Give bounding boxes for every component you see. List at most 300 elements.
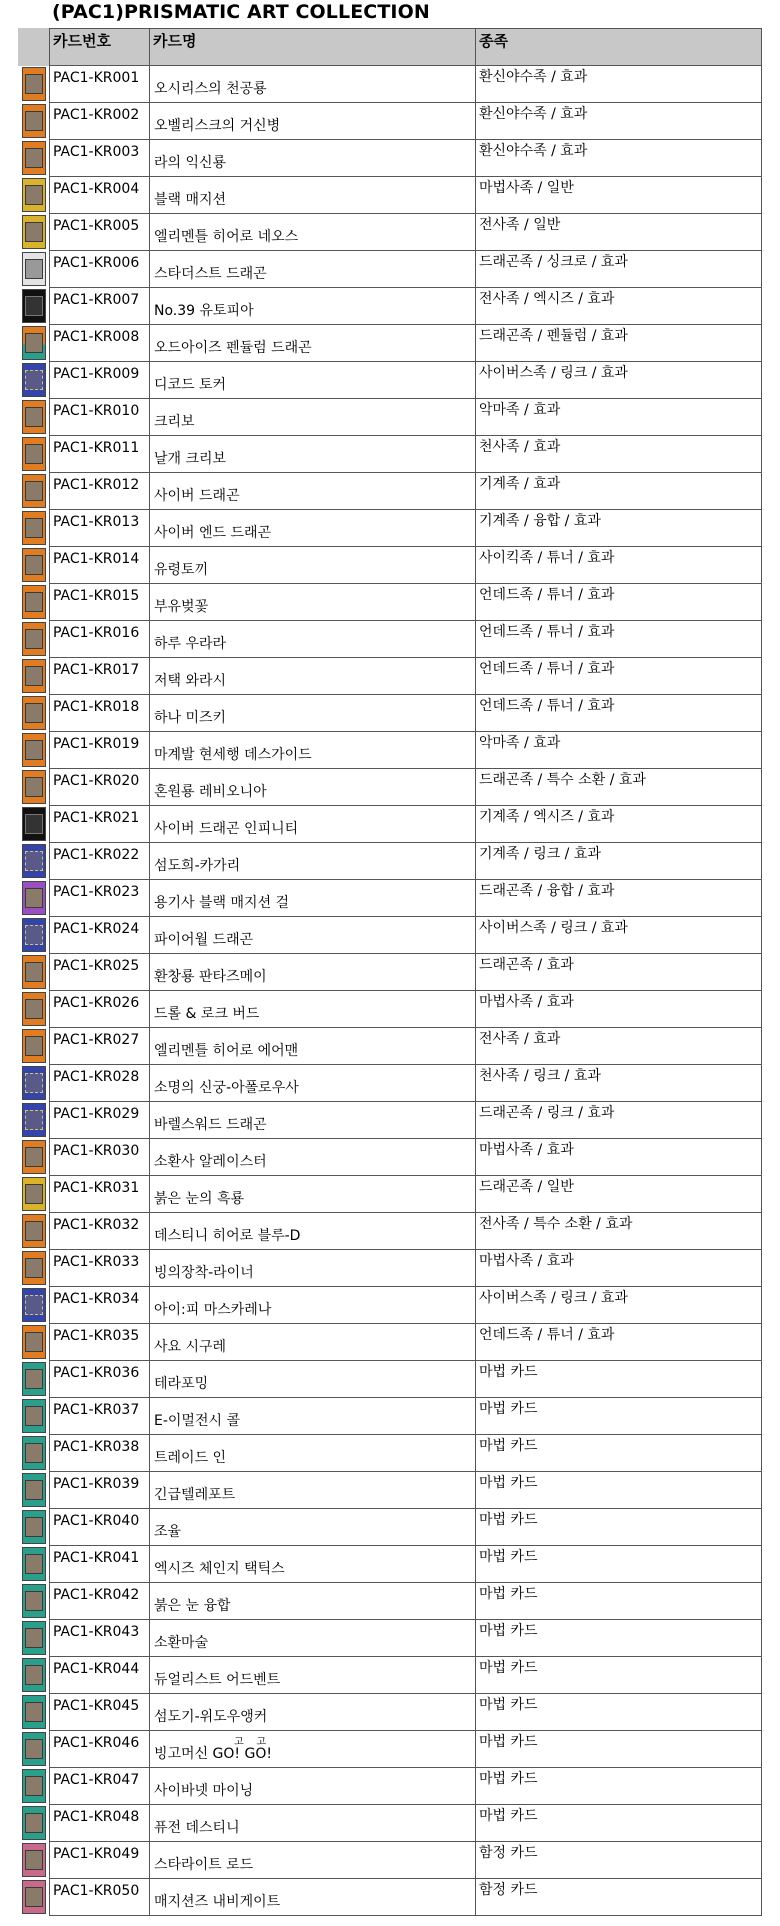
- card-art-icon: [25, 1406, 43, 1426]
- card-art-icon: [25, 111, 43, 131]
- card-name-wrap: [154, 1561, 285, 1577]
- card-type: 기계족 / 융합 / 효과: [476, 510, 762, 547]
- card-art-icon: [25, 148, 43, 168]
- card-type: 기계족 / 엑시즈 / 효과: [476, 806, 762, 843]
- card-number: PAC1-KR012: [49, 473, 150, 510]
- table-row: [18, 991, 762, 1028]
- card-type: 마법사족 / 일반: [476, 177, 762, 214]
- card-name: 트레이드 인: [154, 1450, 227, 1466]
- table-row: [18, 1139, 762, 1176]
- card-name-cell: [150, 1176, 476, 1213]
- table-row: [18, 1065, 762, 1102]
- card-number: PAC1-KR029: [49, 1102, 150, 1139]
- card-name-cell: [150, 1842, 476, 1879]
- card-frame-icon: [22, 1251, 46, 1285]
- table-row: [18, 325, 762, 362]
- card-frame-icon: [22, 1658, 46, 1692]
- card-frame-icon: [22, 881, 46, 915]
- card-name-wrap: [154, 1450, 226, 1466]
- card-art-icon: [25, 1591, 43, 1611]
- table-row: [18, 1657, 762, 1694]
- card-name-cell: [150, 103, 476, 140]
- card-frame-icon: [22, 1547, 46, 1581]
- card-number: PAC1-KR002: [49, 103, 150, 140]
- card-type: 마법사족 / 효과: [476, 1250, 762, 1287]
- card-frame-cell: [18, 1324, 49, 1361]
- card-number: PAC1-KR015: [49, 584, 150, 621]
- card-name-cell: [150, 880, 476, 917]
- card-name-wrap: [154, 488, 240, 504]
- card-frame-cell: [18, 584, 49, 621]
- card-frame-icon: [22, 1029, 46, 1063]
- table-row: [18, 1805, 762, 1842]
- card-art-icon: [25, 1887, 43, 1907]
- card-frame-cell: [18, 547, 49, 584]
- card-type: 사이버스족 / 링크 / 효과: [476, 1287, 762, 1324]
- table-row: [18, 103, 762, 140]
- table-row: [18, 177, 762, 214]
- card-table: [18, 28, 762, 1916]
- card-type: 악마족 / 효과: [476, 732, 762, 769]
- card-name-wrap: [154, 118, 280, 134]
- card-name-wrap: [154, 377, 226, 393]
- card-name-wrap: [154, 1709, 267, 1725]
- card-name: 엘리멘틀 히어로 에어맨: [154, 1043, 299, 1059]
- card-frame-icon: [22, 1510, 46, 1544]
- card-frame-icon: [22, 67, 46, 101]
- card-art-icon: [25, 296, 43, 316]
- table-row: [18, 1287, 762, 1324]
- card-name-wrap: [154, 303, 254, 319]
- card-frame-cell: [18, 399, 49, 436]
- card-art-icon: [25, 1443, 43, 1463]
- card-frame-cell: [18, 1879, 49, 1916]
- card-type: 전사족 / 엑시즈 / 효과: [476, 288, 762, 325]
- card-name: 소환사 알레이스터: [154, 1154, 267, 1170]
- card-art-icon: [25, 1850, 43, 1870]
- card-name: 유령토끼: [154, 562, 209, 578]
- card-frame-cell: [18, 843, 49, 880]
- table-row: [18, 1731, 762, 1768]
- card-type: 기계족 / 링크 / 효과: [476, 843, 762, 880]
- card-name-cell: [150, 140, 476, 177]
- table-row: [18, 1398, 762, 1435]
- card-name-wrap: [154, 1376, 208, 1392]
- table-row: [18, 1583, 762, 1620]
- card-type: 마법 카드: [476, 1509, 762, 1546]
- table-row: [18, 658, 762, 695]
- card-frame-cell: [18, 1768, 49, 1805]
- card-name-cell: [150, 473, 476, 510]
- card-name-cell: [150, 917, 476, 954]
- table-row: [18, 732, 762, 769]
- table-row: [18, 1842, 762, 1879]
- card-art-icon: [25, 518, 43, 538]
- card-frame-cell: [18, 991, 49, 1028]
- card-frame-cell: [18, 806, 49, 843]
- table-row: [18, 1472, 762, 1509]
- card-name-wrap: [154, 1191, 244, 1207]
- card-name-wrap: [154, 1228, 300, 1244]
- card-frame-icon: [22, 1103, 46, 1137]
- card-frame-cell: [18, 1102, 49, 1139]
- card-frame-cell: [18, 325, 49, 362]
- card-number: PAC1-KR019: [49, 732, 150, 769]
- card-number: PAC1-KR014: [49, 547, 150, 584]
- card-name: 디코드 토커: [154, 377, 227, 393]
- card-number: PAC1-KR023: [49, 880, 150, 917]
- card-name-cell: [150, 584, 476, 621]
- table-row: [18, 436, 762, 473]
- card-frame-cell: [18, 362, 49, 399]
- card-type: 사이버스족 / 링크 / 효과: [476, 362, 762, 399]
- card-frame-cell: [18, 1620, 49, 1657]
- card-name-wrap: [154, 81, 267, 97]
- card-name: 사이버 드래곤 인피니티: [154, 821, 299, 837]
- card-name: 매지션즈 내비게이트: [154, 1894, 281, 1910]
- card-name: 용기사 블랙 매지션 걸: [154, 895, 290, 911]
- card-name-cell: [150, 1213, 476, 1250]
- table-row: [18, 954, 762, 991]
- card-frame-cell: [18, 1546, 49, 1583]
- card-number: PAC1-KR048: [49, 1805, 150, 1842]
- card-number: PAC1-KR020: [49, 769, 150, 806]
- card-type: 기계족 / 효과: [476, 473, 762, 510]
- card-name: 테라포밍: [154, 1376, 209, 1392]
- card-number: PAC1-KR008: [49, 325, 150, 362]
- card-frame-icon: [22, 1843, 46, 1877]
- card-type: 사이킥족 / 튜너 / 효과: [476, 547, 762, 584]
- card-name-wrap: [154, 599, 208, 615]
- card-number: PAC1-KR030: [49, 1139, 150, 1176]
- card-type: 마법 카드: [476, 1657, 762, 1694]
- card-art-icon: [25, 444, 43, 464]
- card-name-wrap: [154, 932, 253, 948]
- card-type: 마법 카드: [476, 1361, 762, 1398]
- card-name-cell: [150, 1435, 476, 1472]
- card-number: PAC1-KR043: [49, 1620, 150, 1657]
- card-frame-icon: [22, 289, 46, 323]
- card-name: 스타더스트 드래곤: [154, 266, 267, 282]
- card-type: 마법 카드: [476, 1694, 762, 1731]
- card-name: 사요 시구레: [154, 1339, 227, 1355]
- card-name: E-이멀전시 콜: [154, 1413, 240, 1429]
- card-type: 함정 카드: [476, 1842, 762, 1879]
- card-name: 섬도기-위도우앵커: [154, 1709, 268, 1725]
- card-art-icon: [25, 1110, 43, 1130]
- card-type: 마법사족 / 효과: [476, 991, 762, 1028]
- card-frame-cell: [18, 1435, 49, 1472]
- table-row: [18, 140, 762, 177]
- card-art-icon: [25, 703, 43, 723]
- card-art-icon: [25, 814, 43, 834]
- card-frame-icon: [22, 1177, 46, 1211]
- card-type: 천사족 / 효과: [476, 436, 762, 473]
- card-frame-cell: [18, 1028, 49, 1065]
- card-name-cell: [150, 177, 476, 214]
- card-type: 사이버스족 / 링크 / 효과: [476, 917, 762, 954]
- table-row: [18, 621, 762, 658]
- card-number: PAC1-KR024: [49, 917, 150, 954]
- card-frame-icon: [22, 400, 46, 434]
- card-frame-icon: [22, 1436, 46, 1470]
- card-number: PAC1-KR027: [49, 1028, 150, 1065]
- card-frame-cell: [18, 658, 49, 695]
- card-frame-icon: [22, 363, 46, 397]
- card-frame-cell: [18, 1287, 49, 1324]
- card-name: No.39 유토피아: [154, 303, 254, 319]
- card-frame-icon: [22, 437, 46, 471]
- card-art-icon: [25, 481, 43, 501]
- card-type: 마법사족 / 효과: [476, 1139, 762, 1176]
- card-name-wrap: [154, 710, 226, 726]
- card-name-wrap: [154, 1598, 231, 1614]
- card-art-icon: [25, 1369, 43, 1389]
- card-type: 전사족 / 특수 소환 / 효과: [476, 1213, 762, 1250]
- card-name: 혼원룡 레비오니아: [154, 784, 267, 800]
- table-row: [18, 806, 762, 843]
- card-number: PAC1-KR032: [49, 1213, 150, 1250]
- card-frame-cell: [18, 1065, 49, 1102]
- card-frame-cell: [18, 1139, 49, 1176]
- card-number: PAC1-KR042: [49, 1583, 150, 1620]
- card-frame-cell: [18, 1398, 49, 1435]
- card-name-wrap: [154, 266, 267, 282]
- card-name-wrap: [154, 562, 208, 578]
- card-name-cell: [150, 1361, 476, 1398]
- card-name-cell: [150, 1583, 476, 1620]
- card-name-cell: [150, 1065, 476, 1102]
- card-frame-cell: [18, 621, 49, 658]
- card-art-icon: [25, 1258, 43, 1278]
- table-row: [18, 843, 762, 880]
- card-frame-icon: [22, 1399, 46, 1433]
- card-frame-icon: [22, 1325, 46, 1359]
- card-number: PAC1-KR045: [49, 1694, 150, 1731]
- card-number: PAC1-KR034: [49, 1287, 150, 1324]
- card-frame-icon: [22, 1880, 46, 1914]
- card-name: 조율: [154, 1524, 182, 1540]
- card-art-icon: [25, 1221, 43, 1241]
- card-frame-cell: [18, 917, 49, 954]
- card-type: 드래곤족 / 링크 / 효과: [476, 1102, 762, 1139]
- table-row: [18, 584, 762, 621]
- card-name: 아이:피 마스카레나: [154, 1302, 272, 1318]
- card-number: PAC1-KR044: [49, 1657, 150, 1694]
- card-name-wrap: [154, 1339, 226, 1355]
- card-frame-cell: [18, 436, 49, 473]
- card-frame-icon: [22, 548, 46, 582]
- card-name: 하나 미즈키: [154, 710, 227, 726]
- card-name-cell: [150, 510, 476, 547]
- card-name-cell: [150, 1250, 476, 1287]
- card-type: 마법 카드: [476, 1472, 762, 1509]
- card-name-wrap: [154, 1672, 280, 1688]
- card-name-cell: [150, 399, 476, 436]
- card-name-cell: [150, 1620, 476, 1657]
- card-frame-icon: [22, 252, 46, 286]
- card-name-wrap: [154, 192, 226, 208]
- card-name-wrap: [154, 1265, 254, 1281]
- table-row: [18, 1509, 762, 1546]
- card-name-cell: [150, 806, 476, 843]
- card-number: PAC1-KR013: [49, 510, 150, 547]
- card-number: PAC1-KR018: [49, 695, 150, 732]
- table-row: [18, 1620, 762, 1657]
- card-frame-icon: [22, 844, 46, 878]
- card-frame-icon: [22, 733, 46, 767]
- card-name-wrap: [154, 340, 312, 356]
- card-name-cell: [150, 1694, 476, 1731]
- card-frame-icon: [22, 1769, 46, 1803]
- card-type: 드래곤족 / 일반: [476, 1176, 762, 1213]
- card-name: 오시리스의 천공룡: [154, 81, 267, 97]
- card-type: 전사족 / 일반: [476, 214, 762, 251]
- card-frame-cell: [18, 510, 49, 547]
- card-name-cell: [150, 547, 476, 584]
- card-name: 빙고머신 GO! GO!: [154, 1746, 272, 1762]
- card-type: 함정 카드: [476, 1879, 762, 1916]
- card-frame-icon: [22, 474, 46, 508]
- card-art-icon: [25, 1517, 43, 1537]
- table-row: [18, 1361, 762, 1398]
- card-art-icon: [25, 333, 43, 353]
- table-row: [18, 510, 762, 547]
- card-frame-cell: [18, 66, 49, 103]
- card-art-icon: [25, 1184, 43, 1204]
- card-art-icon: [25, 740, 43, 760]
- card-name: 크리보: [154, 414, 195, 430]
- card-name: 붉은 눈의 흑룡: [154, 1191, 245, 1207]
- card-number: PAC1-KR033: [49, 1250, 150, 1287]
- card-type: 드래곤족 / 융합 / 효과: [476, 880, 762, 917]
- card-frame-cell: [18, 1731, 49, 1768]
- card-name: 저택 와라시: [154, 673, 227, 689]
- card-number: PAC1-KR031: [49, 1176, 150, 1213]
- card-name: 오벨리스크의 거신병: [154, 118, 281, 134]
- card-frame-icon: [22, 770, 46, 804]
- card-name-wrap: [154, 1006, 259, 1022]
- card-name-cell: [150, 362, 476, 399]
- card-art-icon: [25, 74, 43, 94]
- card-name: 소명의 신궁-아폴로우사: [154, 1080, 299, 1096]
- card-art-icon: [25, 259, 43, 279]
- card-type: 악마족 / 효과: [476, 399, 762, 436]
- card-name-cell: [150, 843, 476, 880]
- card-frame-icon: [22, 1732, 46, 1766]
- card-name: 붉은 눈 융합: [154, 1598, 231, 1614]
- card-name-cell: [150, 732, 476, 769]
- card-art-icon: [25, 1147, 43, 1167]
- card-name-cell: [150, 436, 476, 473]
- card-name-cell: [150, 695, 476, 732]
- table-row: [18, 1435, 762, 1472]
- card-name: 블랙 매지션: [154, 192, 227, 208]
- card-frame-icon: [22, 215, 46, 249]
- card-name-cell: [150, 1324, 476, 1361]
- card-frame-icon: [22, 1214, 46, 1248]
- card-name-cell: [150, 214, 476, 251]
- card-number: PAC1-KR039: [49, 1472, 150, 1509]
- card-number: PAC1-KR026: [49, 991, 150, 1028]
- table-row: [18, 66, 762, 103]
- card-name: 바렐스워드 드래곤: [154, 1117, 267, 1133]
- card-type: 언데드족 / 튜너 / 효과: [476, 1324, 762, 1361]
- card-name-wrap: [154, 895, 289, 911]
- card-name-wrap: [154, 1043, 298, 1059]
- table-row: [18, 917, 762, 954]
- card-frame-icon: [22, 696, 46, 730]
- card-name-cell: [150, 658, 476, 695]
- card-name-wrap: [154, 451, 226, 467]
- card-number: PAC1-KR016: [49, 621, 150, 658]
- card-number: PAC1-KR035: [49, 1324, 150, 1361]
- card-name-wrap: [154, 858, 240, 874]
- card-name-cell: [150, 991, 476, 1028]
- card-art-icon: [25, 1295, 43, 1315]
- card-art-icon: [25, 629, 43, 649]
- card-frame-cell: [18, 1361, 49, 1398]
- card-name-wrap: [154, 1737, 272, 1762]
- card-name: 긴급텔레포트: [154, 1487, 236, 1503]
- card-frame-cell: [18, 103, 49, 140]
- card-frame-icon: [22, 1473, 46, 1507]
- table-row: [18, 251, 762, 288]
- card-type: 천사족 / 링크 / 효과: [476, 1065, 762, 1102]
- card-name: 오드아이즈 펜듈럼 드래곤: [154, 340, 312, 356]
- card-number: PAC1-KR003: [49, 140, 150, 177]
- card-type: 언데드족 / 튜너 / 효과: [476, 584, 762, 621]
- card-name-wrap: [154, 525, 271, 541]
- card-frame-cell: [18, 1657, 49, 1694]
- card-frame-icon: [22, 1140, 46, 1174]
- card-name: 사이바넷 마이닝: [154, 1783, 254, 1799]
- table-row: [18, 880, 762, 917]
- card-art-icon: [25, 1036, 43, 1056]
- card-frame-icon: [22, 918, 46, 952]
- card-name-wrap: [154, 636, 226, 652]
- card-frame-cell: [18, 954, 49, 991]
- card-name-cell: [150, 954, 476, 991]
- card-number: PAC1-KR047: [49, 1768, 150, 1805]
- card-type: 마법 카드: [476, 1398, 762, 1435]
- card-name: 환창룡 판타즈메이: [154, 969, 267, 985]
- card-art-icon: [25, 1776, 43, 1796]
- card-name: 엘리멘틀 히어로 네오스: [154, 229, 299, 245]
- card-name-wrap: [154, 229, 298, 245]
- card-art-icon: [25, 1665, 43, 1685]
- card-frame-icon: [22, 1584, 46, 1618]
- card-frame-cell: [18, 1176, 49, 1213]
- card-name: 섬도희-카가리: [154, 858, 241, 874]
- card-art-icon: [25, 592, 43, 612]
- card-art-icon: [25, 666, 43, 686]
- card-frame-icon: [22, 1288, 46, 1322]
- card-name-cell: [150, 1879, 476, 1916]
- table-row: [18, 1250, 762, 1287]
- card-name-cell: [150, 251, 476, 288]
- card-type: 마법 카드: [476, 1583, 762, 1620]
- card-frame-cell: [18, 1805, 49, 1842]
- card-name: 하루 우라라: [154, 636, 227, 652]
- card-art-icon: [25, 888, 43, 908]
- card-name-cell: [150, 1768, 476, 1805]
- card-frame-cell: [18, 1472, 49, 1509]
- table-row: [18, 547, 762, 584]
- card-name-cell: [150, 1509, 476, 1546]
- card-frame-cell: [18, 1583, 49, 1620]
- card-frame-icon: [22, 178, 46, 212]
